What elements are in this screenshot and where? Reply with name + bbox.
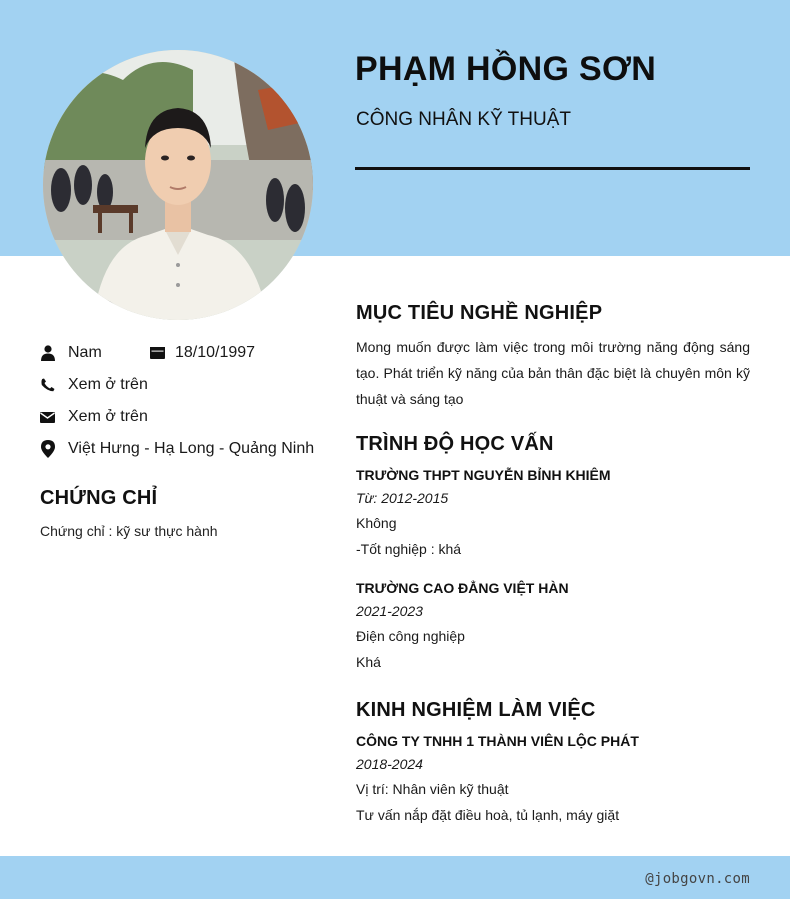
title-divider <box>355 167 750 170</box>
person-icon <box>40 344 55 362</box>
address-row <box>40 438 314 460</box>
education-period: Từ: 2012-2015 <box>356 490 449 506</box>
email-row <box>40 406 148 428</box>
objective-heading: MỤC TIÊU NGHỀ NGHIỆP <box>356 302 603 324</box>
calendar-icon <box>150 344 165 362</box>
phone-row <box>40 374 148 396</box>
education-period: 2021-2023 <box>356 603 423 619</box>
education-detail: Không <box>356 515 397 531</box>
avatar <box>43 50 313 320</box>
experience-period: 2018-2024 <box>356 756 423 772</box>
location-pin-icon <box>40 440 55 458</box>
experience-heading: KINH NGHIỆM LÀM VIỆC <box>356 699 596 721</box>
objective-text: Mong muốn được làm việc trong môi trường năng động sáng tạo. Phát triển kỹ năng của bản thân đặc biệt là chuyên môn kỹ thuật và sáng tạo <box>356 339 750 407</box>
phone-value: Xem ở trên <box>68 376 148 393</box>
watermark: @jobgovn.com <box>645 871 750 887</box>
gender-row <box>40 342 102 364</box>
education-detail: Khá <box>356 654 381 670</box>
birth-date-row <box>150 342 255 364</box>
experience-detail: Tư vấn nắp đặt điều hoà, tủ lạnh, máy giặt <box>356 807 620 823</box>
education-school: TRƯỜNG CAO ĐẲNG VIỆT HÀN <box>356 580 569 596</box>
experience-detail: Vị trí: Nhân viên kỹ thuật <box>356 781 509 797</box>
portrait-photo <box>43 50 313 320</box>
job-title: CÔNG NHÂN KỸ THUẬT <box>356 109 572 130</box>
education-school: TRƯỜNG THPT NGUYỄN BỈNH KHIÊM <box>356 467 611 483</box>
phone-icon <box>40 376 55 394</box>
education-detail: -Tốt nghiệp : khá <box>356 541 462 557</box>
address-value: Việt Hưng - Hạ Long - Quảng Ninh <box>68 440 315 457</box>
birth-date-value: 18/10/1997 <box>175 344 256 361</box>
certificates-heading: CHỨNG CHỈ <box>40 487 158 509</box>
email-value: Xem ở trên <box>68 408 148 425</box>
gender-value: Nam <box>68 344 102 361</box>
experience-company: CÔNG TY TNHH 1 THÀNH VIÊN LỘC PHÁT <box>356 733 639 749</box>
education-heading: TRÌNH ĐỘ HỌC VẤN <box>356 433 554 455</box>
candidate-name: PHẠM HỒNG SƠN <box>355 50 657 88</box>
mail-icon <box>40 408 55 426</box>
certificate-text: Chứng chỉ : kỹ sư thực hành <box>40 523 218 539</box>
education-detail: Điện công nghiệp <box>356 628 465 644</box>
